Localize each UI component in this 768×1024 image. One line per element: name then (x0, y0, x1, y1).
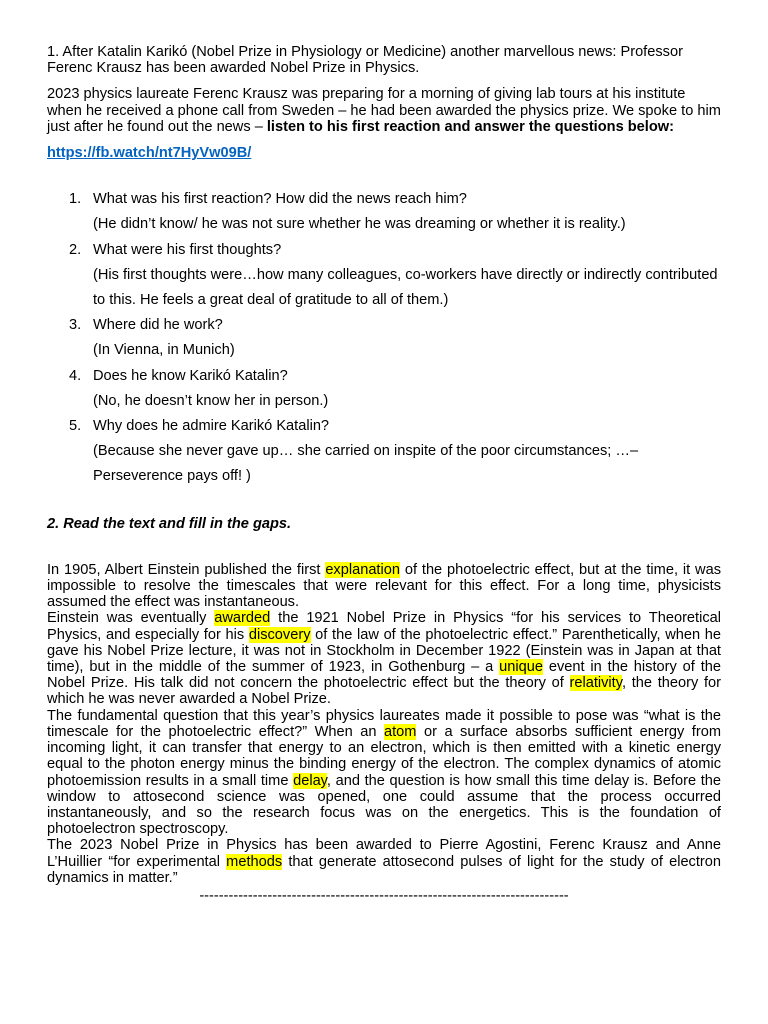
answer-text: (No, he doesn’t know her in person.) (93, 392, 329, 409)
answer-text: (Because she never gave up… she carried on inspite of the poor circumstances; …– Perseverence pays off! ) (93, 443, 639, 485)
question-number: 2. (69, 241, 82, 258)
video-link[interactable]: https://fb.watch/nt7HyVw09B/ (47, 145, 252, 162)
gap-fill-text (47, 562, 721, 886)
text-run: that generate attosecond pulses of light for the study of electron dynamics in matter.” (47, 853, 722, 886)
answer-text: (His first thoughts were…how many colleagues, co-workers have directly or indirectly contributed to this. He feels a great deal of gratitude to all of them.) (93, 266, 718, 309)
answer-text: (He didn’t know/ he was not sure whether he was dreaming or whether it is reality.) (93, 216, 626, 233)
text-run: , and the question is how small this time delay is. Before the window to attosecond science was opened, one could assume that the process occurred instantaneously, and so the research focus was on the energetics. This is the foundation of photoelectron spectroscopy. (47, 772, 721, 838)
question-list (47, 187, 721, 489)
paragraph (47, 610, 721, 707)
list-item (47, 187, 721, 237)
text-run: In 1905, Albert Einstein published the first (47, 561, 326, 578)
question-number: 5. (69, 418, 82, 435)
intro-instruction: listen to his first reaction and answer the questions below: (266, 118, 674, 135)
question-text: What were his first thoughts? (93, 241, 282, 258)
text-run: The fundamental question that this year’s physics laureates made it possible to pose was “what is the timescale for the photoelectric effect?” When an (47, 707, 721, 740)
paragraph (47, 837, 721, 886)
gap-word-highlight: explanation (325, 561, 400, 578)
question-text: Where did he work? (93, 317, 223, 334)
question-text: Why does he admire Karikó Katalin? (93, 418, 330, 435)
text-run: The 2023 Nobel Prize in Physics has been awarded to Pierre Agostini, Ferenc Krausz and Anne L’Huillier “for experimental (47, 837, 721, 870)
gap-word-highlight: relativity (569, 675, 622, 692)
gap-word-highlight: discovery (248, 626, 311, 643)
paragraph (47, 562, 721, 611)
list-item (47, 364, 721, 414)
intro-paragraph (47, 86, 721, 135)
text-run: of the law of the photoelectric effect.” Parenthetically, when he gave his Nobel Prize lecture, it was not in Stockholm in December 1922 (Einstein was in Japan at that time), but in the middle of the summer of 1923, in Gothenburg – a (47, 626, 722, 676)
intro-line: 1. After Katalin Karikó (Nobel Prize in Physiology or Medicine) another marvellous news: Professor Ferenc Krausz has been awarded Nobel Prize in Physics. (47, 44, 683, 77)
gap-word-highlight: atom (384, 723, 417, 740)
gap-word-highlight: awarded (214, 610, 271, 627)
question-number: 1. (69, 191, 82, 208)
gap-word-highlight: delay (293, 772, 327, 789)
answer-text: (In Vienna, in Munich) (93, 342, 235, 359)
intro-text: 2023 physics laureate Ferenc Krausz was preparing for a morning of giving lab tours at his institute when he received a phone call from Sweden – he had been awarded the physics prize. We spoke to him just after he found out the news – (47, 86, 721, 135)
question-number: 3. (69, 317, 82, 334)
text-run: of the photoelectric effect, but at the time, it was impossible to resolve the timescales that were relevant for this effect. For a long time, physicists assumed the effect was instantaneous. (47, 561, 721, 611)
text-run: , the theory for which he was never awarded a Nobel Prize. (47, 675, 721, 708)
text-run: the 1921 Nobel Prize in Physics “for his services to Theoretical Physics, and especially for his (47, 610, 721, 643)
question-number: 4. (69, 367, 82, 384)
list-item (47, 414, 721, 490)
question-text: What was his first reaction? How did the news reach him? (93, 191, 467, 208)
question-text: Does he know Karikó Katalin? (93, 367, 288, 384)
gap-word-highlight: methods (226, 853, 283, 870)
list-item (47, 238, 721, 314)
text-run: Einstein was eventually (47, 610, 215, 627)
document-page (47, 44, 721, 904)
paragraph (47, 708, 721, 838)
text-run: event in the history of the Nobel Prize. His talk did not concern the photoelectric effect but the theory of (47, 659, 721, 692)
divider-line: ---------------------------------------------------------------------------- (199, 887, 569, 904)
list-item (47, 313, 721, 363)
exercise-heading: 2. Read the text and fill in the gaps. (47, 515, 292, 532)
text-run: or a surface absorbs sufficient energy from incoming light, it can transfer that energy to an electron, which is then emitted with a kinetic energy equal to the photon energy minus the binding energy of the electron. The complex dynamics of atomic photoemission results in a small time (47, 723, 721, 789)
gap-word-highlight: unique (499, 659, 543, 676)
